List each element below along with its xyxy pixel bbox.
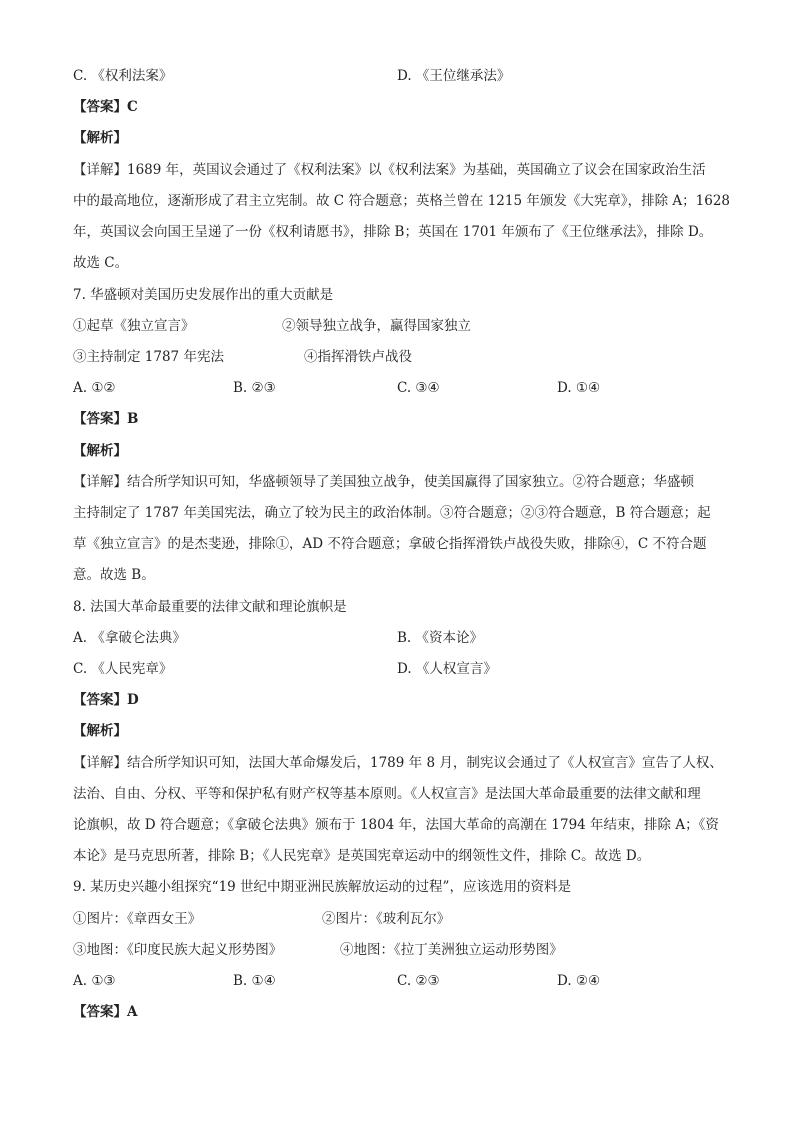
q8-analysis-label: 【解析】 — [73, 723, 127, 739]
q7-detail-line-1: 【详解】结合所学知识可知，华盛顿领导了美国独立战争，使美国赢得了国家独立。②符合题意；华盛顿 — [73, 474, 694, 490]
q8-answer — [73, 690, 139, 710]
q7-detail-line-3: 草《独立宣言》的是杰斐逊，排除①，AD 不符合题意；拿破仑指挥滑铁卢战役失败，排除④，C 不符合题 — [73, 536, 707, 552]
answer-label: 【答案】 — [73, 99, 127, 115]
q6-detail-line-3: 年，英国议会向国王呈递了一份《权利请愿书》，排除 B；英国在 1701 年颁布了《王位继承法》，排除 D。 — [73, 224, 713, 240]
q6-option-c: C. 《权利法案》 — [73, 68, 173, 84]
q9-option-b: B. ①④ — [233, 973, 276, 989]
q7-option-a: A. ①② — [73, 380, 116, 396]
q8-stem: 8. 法国大革命最重要的法律文献和理论旗帜是 — [73, 599, 347, 615]
q8-option-a: A. 《拿破仑法典》 — [73, 630, 186, 646]
q9-option-a: A. ①③ — [73, 973, 116, 989]
q6-answer — [73, 97, 138, 117]
q7-detail-line-4: 意。故选 B。 — [73, 567, 155, 583]
q9-option-d: D. ②④ — [557, 973, 601, 989]
answer-label: 【答案】 — [73, 692, 127, 708]
q7-detail-line-2: 主持制定了 1787 年美国宪法，确立了较为民主的政治体制。③符合题意；②③符合题意，B 符合题意；起 — [73, 505, 711, 521]
q9-item-4: ④地图：《拉丁美洲独立运动形势图》 — [340, 942, 563, 958]
q8-detail-line-2: 法治、自由、分权、平等和保护私有财产权等基本原则。《人权宣言》是法国大革命最重要的法律文献和理 — [73, 786, 701, 802]
answer-value: C — [127, 99, 138, 115]
q8-option-c: C. 《人民宪章》 — [73, 661, 173, 677]
answer-value: D — [127, 692, 139, 708]
q9-stem: 9. 某历史兴趣小组探究“19 世纪中期亚洲民族解放运动的过程”，应该选用的资料是 — [73, 879, 571, 895]
q9-item-3: ③地图：《印度民族大起义形势图》 — [73, 942, 283, 958]
q8-detail-line-4: 本论》是马克思所著，排除 B；《人民宪章》是英国宪章运动中的纲领性文件，排除 C。故选 D。 — [73, 848, 651, 864]
q9-item-2: ②图片：《玻利瓦尔》 — [322, 911, 451, 927]
q7-answer — [73, 409, 138, 429]
q7-item-1: ①起草《独立宣言》 — [73, 318, 195, 334]
q6-detail-line-1: 【详解】1689 年，英国议会通过了《权利法案》以《权利法案》为基础，英国确立了议会在国家政治生活 — [73, 162, 706, 178]
q6-analysis-label: 【解析】 — [73, 130, 127, 146]
q7-analysis-label: 【解析】 — [73, 443, 127, 459]
q6-detail-line-2: 中的最高地位，逐渐形成了君主立宪制。故 C 符合题意；英格兰曾在 1215 年颁发《大宪章》，排除 A；1628 — [73, 193, 730, 209]
q9-item-1: ①图片：《章西女王》 — [73, 911, 202, 927]
q7-option-b: B. ②③ — [233, 380, 276, 396]
q7-item-4: ④指挥滑铁卢战役 — [304, 349, 412, 365]
q6-detail-line-4: 故选 C。 — [73, 255, 129, 271]
q7-option-c: C. ③④ — [397, 380, 440, 396]
q7-item-2: ②领导独立战争，赢得国家独立 — [282, 318, 471, 334]
q7-item-3: ③主持制定 1787 年宪法 — [73, 349, 224, 365]
q6-option-d: D. 《王位继承法》 — [397, 68, 511, 84]
answer-value: A — [127, 1004, 138, 1020]
q8-option-b: B. 《资本论》 — [397, 630, 484, 646]
q7-stem: 7. 华盛顿对美国历史发展作出的重大贡献是 — [73, 287, 334, 303]
q7-option-d: D. ①④ — [557, 380, 601, 396]
q9-option-c: C. ②③ — [397, 973, 440, 989]
q8-option-d: D. 《人权宣言》 — [397, 661, 497, 677]
answer-value: B — [127, 411, 139, 427]
q9-answer — [73, 1002, 137, 1022]
answer-label: 【答案】 — [73, 411, 127, 427]
answer-label: 【答案】 — [73, 1004, 127, 1020]
q8-detail-line-3: 论旗帜，故 D 符合题意；《拿破仑法典》颁布于 1804 年，法国大革命的高潮在 1794 年结束，排除 A；《资 — [73, 817, 719, 833]
q8-detail-line-1: 【详解】结合所学知识可知，法国大革命爆发后，1789 年 8 月，制宪议会通过了《人权宣言》宣告了人权、 — [73, 755, 723, 771]
